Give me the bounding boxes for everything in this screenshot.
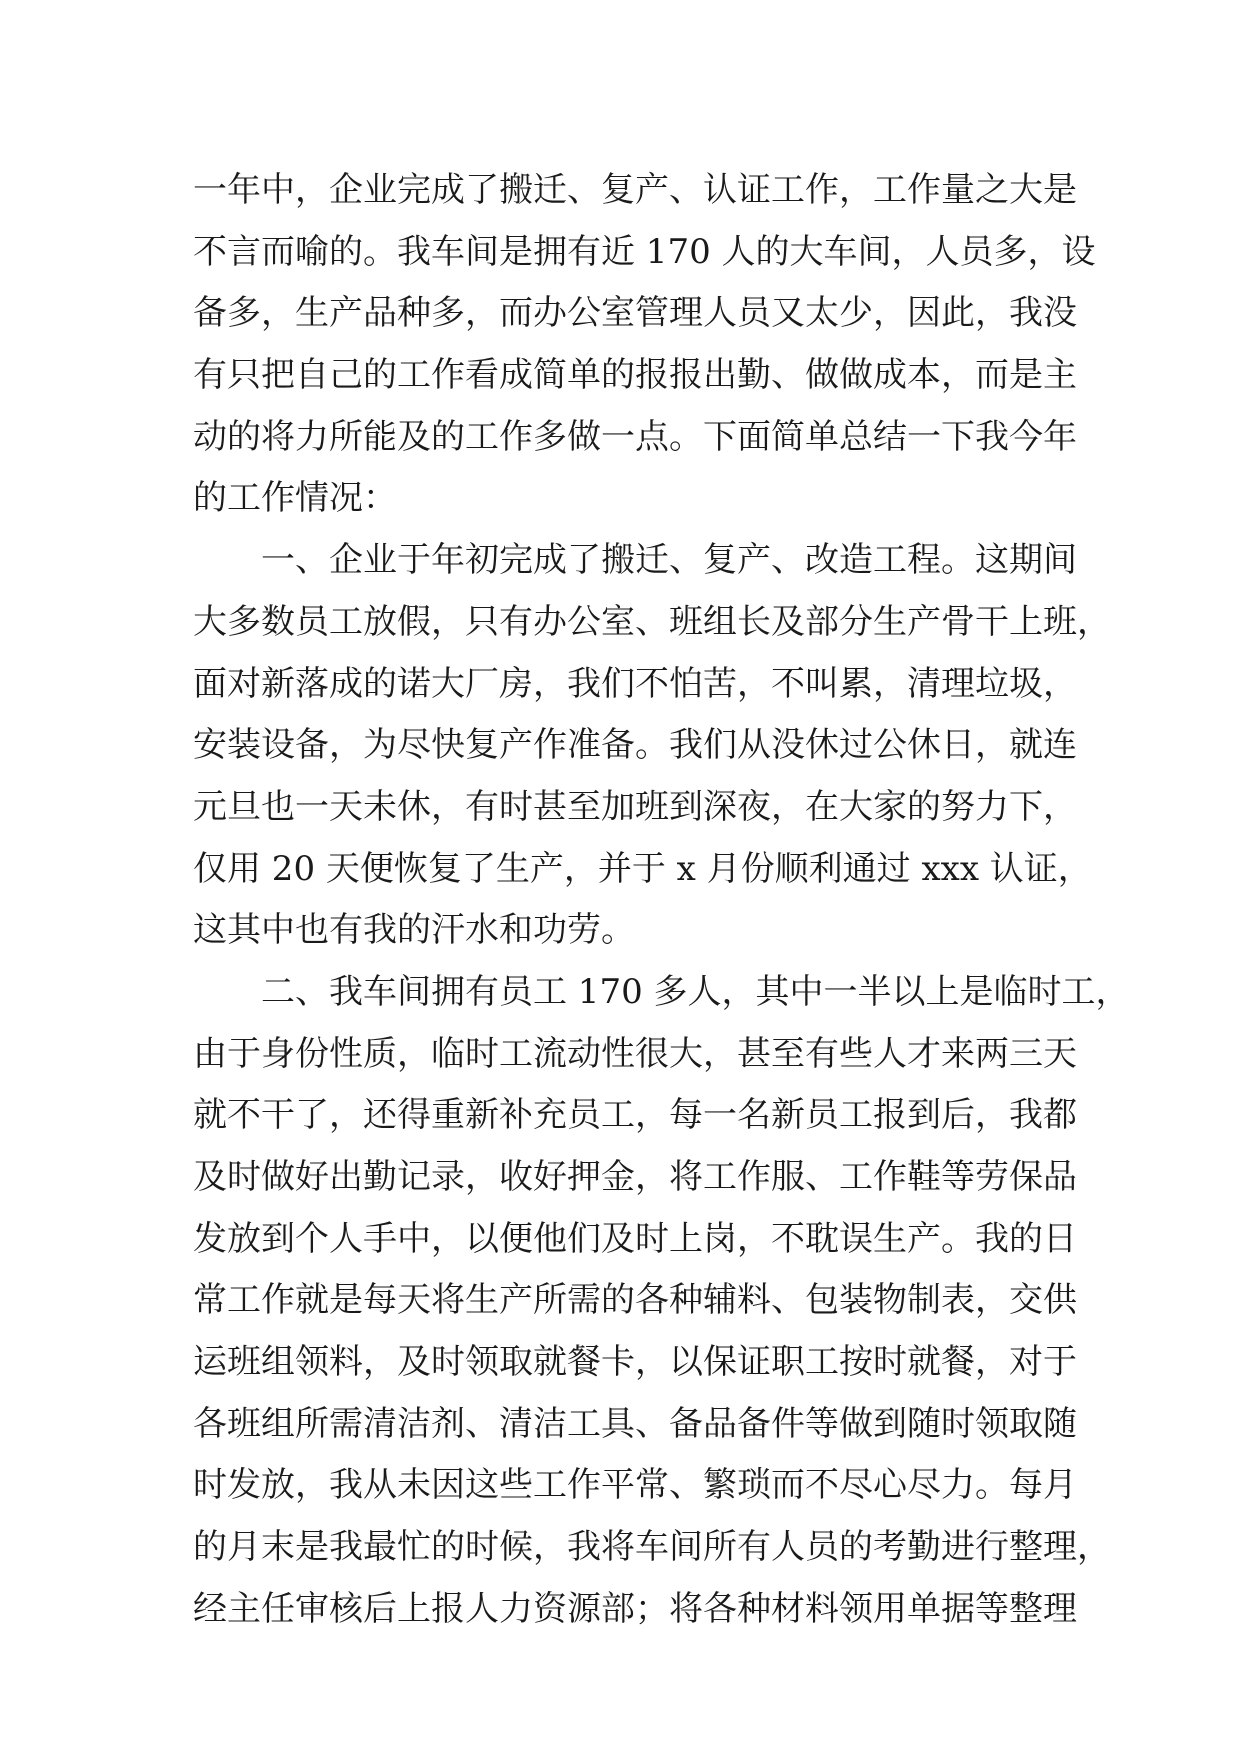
paragraph-line: 的工作情况： bbox=[193, 478, 397, 519]
paragraph-line: 大多数员工放假，只有办公室、班组长及部分生产骨干上班， bbox=[193, 601, 1111, 642]
paragraph-line: 备多，生产品种多，而办公室管理人员又太少，因此，我没 bbox=[193, 293, 1077, 334]
paragraph-line: 这其中也有我的汗水和功劳。 bbox=[193, 910, 635, 951]
paragraph-line: 面对新落成的诺大厂房，我们不怕苦，不叫累，清理垃圾， bbox=[193, 663, 1077, 704]
paragraph-line: 时发放，我从未因这些工作平常、繁琐而不尽心尽力。每月 bbox=[193, 1465, 1077, 1506]
paragraph-line: 动的将力所能及的工作多做一点。下面简单总结一下我今年 bbox=[193, 416, 1077, 457]
paragraph-line: 经主任审核后上报人力资源部；将各种材料领用单据等整理 bbox=[193, 1588, 1077, 1629]
paragraph-line: 及时做好出勤记录，收好押金，将工作服、工作鞋等劳保品 bbox=[193, 1157, 1077, 1197]
paragraph-line: 各班组所需清洁剂、清洁工具、备品备件等做到随时领取随 bbox=[193, 1403, 1077, 1444]
paragraph-line: 发放到个人手中，以便他们及时上岗，不耽误生产。我的日 bbox=[193, 1218, 1077, 1259]
paragraph-line: 不言而喻的。我车间是拥有近 170 人的大车间，人员多，设 bbox=[193, 231, 1096, 272]
paragraph-line: 一、企业于年初完成了搬迁、复产、改造工程。这期间 bbox=[261, 540, 1077, 581]
paragraph-line: 有只把自己的工作看成简单的报报出勤、做做成本，而是主 bbox=[193, 355, 1077, 396]
paragraph-line: 常工作就是每天将生产所需的各种辅料、包装物制表，交供 bbox=[193, 1280, 1077, 1321]
paragraph-line: 由于身份性质，临时工流动性很大，甚至有些人才来两三天 bbox=[193, 1033, 1077, 1074]
paragraph-line: 安装设备，为尽快复产作准备。我们从没休过公休日，就连 bbox=[193, 725, 1077, 766]
paragraph-line: 的月末是我最忙的时候，我将车间所有人员的考勤进行整理， bbox=[193, 1527, 1111, 1568]
paragraph-line: 仅用 20 天便恢复了生产，并于 x 月份顺利通过 xxx 认证， bbox=[193, 848, 1092, 889]
paragraph-line: 二、我车间拥有员工 170 多人，其中一半以上是临时工， bbox=[261, 971, 1130, 1012]
paragraph-line: 一年中，企业完成了搬迁、复产、认证工作，工作量之大是 bbox=[193, 170, 1077, 210]
paragraph-line: 运班组领料，及时领取就餐卡，以保证职工按时就餐，对于 bbox=[193, 1342, 1077, 1383]
paragraph-line: 元旦也一天未休，有时甚至加班到深夜，在大家的努力下， bbox=[193, 786, 1077, 827]
document-body bbox=[193, 160, 1130, 1641]
paragraph-line: 就不干了，还得重新补充员工，每一名新员工报到后，我都 bbox=[193, 1095, 1077, 1136]
